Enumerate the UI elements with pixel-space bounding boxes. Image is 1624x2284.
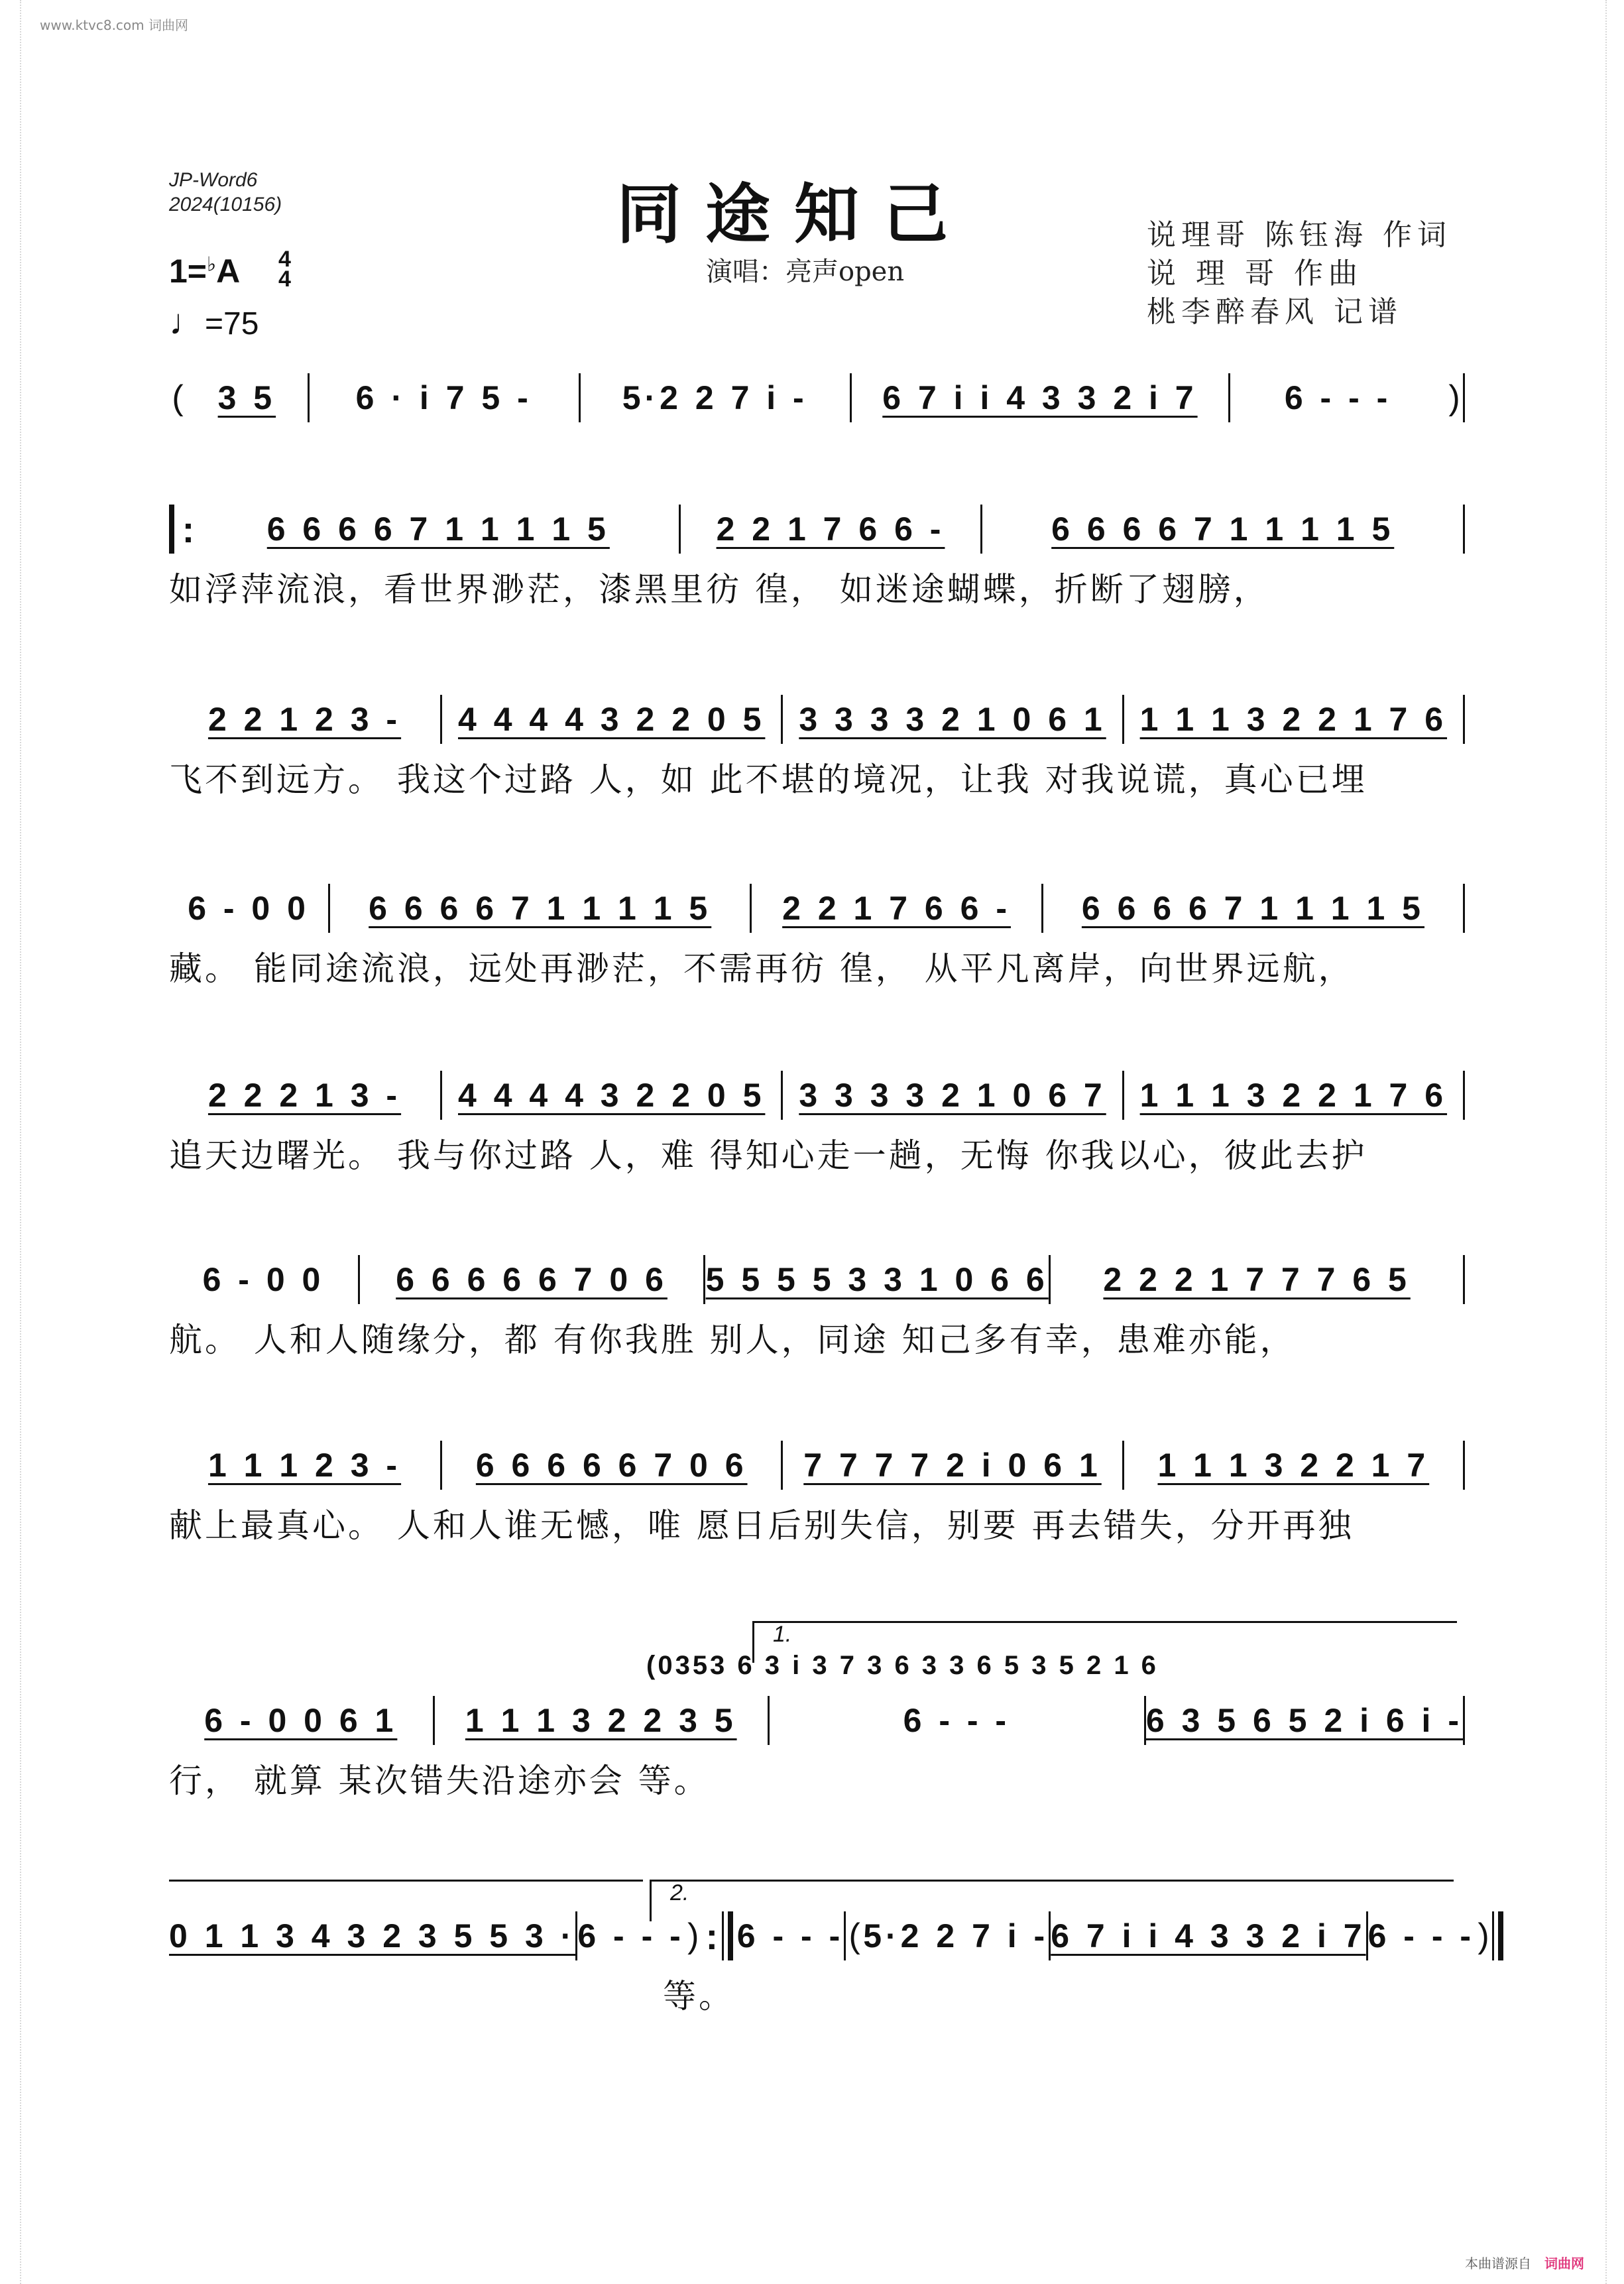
open-paren: ( bbox=[848, 1917, 860, 1955]
measure: 3 3 3 3 2 1 0 6 7 bbox=[799, 1077, 1106, 1114]
close-paren: ) bbox=[1448, 379, 1460, 417]
close-paren: ) bbox=[1478, 1917, 1489, 1955]
repeat-dots: : bbox=[182, 508, 195, 550]
footer-credit: 本曲谱源自 词曲网 bbox=[1465, 2255, 1584, 2271]
barline bbox=[1463, 1255, 1465, 1304]
measure: 6 - 0 0 6 1 bbox=[204, 1702, 398, 1739]
singer-line: 演唱：亮声open bbox=[706, 257, 905, 287]
site-tag: www.ktvc8.com 词曲网 bbox=[40, 17, 189, 33]
score-row-chorus2 bbox=[0, 1442, 1624, 1575]
tempo-marking: ♩=75 bbox=[169, 302, 259, 342]
final-barline bbox=[1492, 1911, 1494, 1960]
credit-transcriber: 桃李醉春风 记谱 bbox=[1147, 295, 1403, 329]
open-paren: ( bbox=[172, 379, 184, 417]
measure: 6 6 6 6 7 1 1 1 1 5 bbox=[1081, 890, 1424, 927]
notation-line bbox=[169, 1913, 1489, 1959]
repeat-end-barline bbox=[722, 1911, 724, 1960]
measure: 6 3 5 6 5 2 i 6 i - bbox=[1145, 1702, 1463, 1739]
barline bbox=[1463, 695, 1465, 744]
measure: 3 3 3 3 2 1 0 6 1 bbox=[799, 701, 1106, 738]
measure: 6 6 6 6 7 1 1 1 1 5 bbox=[369, 890, 712, 927]
notation-line bbox=[169, 506, 1465, 552]
measure: 7 7 7 7 2 i 0 6 1 bbox=[803, 1447, 1102, 1484]
repeat-start-barline bbox=[169, 505, 174, 554]
lyric-line: 行， 就算 某次错失沿途亦会 等。 bbox=[169, 1762, 710, 1800]
lyric-line: 藏。 能同途流浪，远处再渺茫，不需再彷 徨， 从平凡离岸，向世界远航， bbox=[169, 949, 1354, 988]
score-row-verse1a bbox=[0, 506, 1624, 638]
close-paren: ) bbox=[687, 1917, 699, 1955]
measure: 2 2 1 7 6 6 - bbox=[782, 890, 1011, 927]
notation-line bbox=[169, 1697, 1465, 1744]
measure: 4 4 4 4 3 2 2 0 5 bbox=[458, 701, 766, 738]
repeat-end-barline-thick bbox=[728, 1911, 733, 1960]
barline bbox=[1463, 1071, 1465, 1120]
software-label: JP-Word6 bbox=[169, 169, 258, 191]
notation-line bbox=[169, 885, 1465, 932]
measure: 1 1 1 3 2 2 3 5 bbox=[465, 1702, 737, 1739]
notation-line bbox=[169, 375, 1465, 421]
notation-line bbox=[169, 1442, 1465, 1488]
measure: 6 - 0 0 bbox=[188, 890, 310, 927]
time-signature: 4 4 bbox=[278, 247, 291, 292]
lyric-line: 等。 bbox=[663, 1977, 734, 2015]
lyric-line: 航。 人和人随缘分，都 有你我胜 别人，同途 知己多有幸，患难亦能， bbox=[169, 1321, 1296, 1359]
measure: 5·2 2 7 i - bbox=[622, 379, 808, 416]
measure: 6 - - - bbox=[903, 1702, 1011, 1739]
score-row-verse1b bbox=[0, 696, 1624, 829]
notation-line bbox=[169, 696, 1465, 743]
quarter-note-icon: ♩ bbox=[169, 302, 205, 342]
measure: 1 1 1 3 2 2 1 7 bbox=[1157, 1447, 1430, 1484]
credit-lyricist: 说理哥 陈钰海 作词 bbox=[1147, 218, 1452, 252]
score-row-verse2a bbox=[0, 885, 1624, 1018]
measure: 6 - - - bbox=[577, 1917, 685, 1954]
measure: 6 7 i i 4 3 3 2 i 7 bbox=[1051, 1917, 1366, 1954]
measure: 6 6 6 6 7 1 1 1 1 5 bbox=[1051, 511, 1395, 548]
credit-composer: 说 理 哥 作曲 bbox=[1147, 257, 1363, 290]
barline bbox=[1463, 505, 1465, 554]
barline bbox=[1463, 1441, 1465, 1490]
final-barline-thick bbox=[1498, 1911, 1503, 1960]
measure: 6 · i 7 5 - bbox=[355, 379, 532, 416]
score-row-chorus1 bbox=[0, 1256, 1624, 1389]
lyric-line: 如浮萍流浪，看世界渺茫，漆黑里彷 徨， 如迷途蝴蝶，折断了翅膀， bbox=[169, 570, 1269, 609]
measure: 6 7 i i 4 3 3 2 i 7 bbox=[882, 379, 1198, 416]
lyric-line: 追天边曙光。 我与你过路 人，难 得知心走一趟，无悔 你我以心，彼此去护 bbox=[169, 1136, 1367, 1175]
barline bbox=[1463, 884, 1465, 933]
measure: 5·2 2 7 i - bbox=[863, 1917, 1049, 1954]
measure: 0 1 1 3 4 3 2 3 5 5 3 · bbox=[169, 1917, 576, 1954]
score-row-ending2 bbox=[0, 1913, 1624, 2045]
measure: 6 - - - bbox=[1367, 1917, 1476, 1954]
notation-line bbox=[169, 1072, 1465, 1118]
measure: 6 6 6 6 6 7 0 6 bbox=[396, 1261, 667, 1298]
lyric-line: 献上最真心。 人和人谁无憾，唯 愿日后别失信，别要 再去错失，分开再独 bbox=[169, 1506, 1354, 1545]
measure: 6 - 0 0 bbox=[202, 1261, 325, 1298]
cue-notes: (0353 6 3 i 3 7 3 6 3 3 6 5 3 5 2 1 6 bbox=[646, 1651, 1159, 1680]
measure: 6 6 6 6 7 1 1 1 1 5 bbox=[266, 511, 610, 548]
volta-bracket-1: 1. bbox=[752, 1621, 1457, 1663]
measure: 4 4 4 4 3 2 2 0 5 bbox=[458, 1077, 766, 1114]
notation-line bbox=[169, 1256, 1465, 1303]
measure: 2 2 2 1 7 7 7 6 5 bbox=[1103, 1261, 1411, 1298]
measure: 6 - - - bbox=[1284, 379, 1392, 416]
score-row-ending1 bbox=[0, 1697, 1624, 1830]
lyric-line: 飞不到远方。 我这个过路 人，如 此不堪的境况，让我 对我说谎，真心已埋 bbox=[169, 760, 1367, 799]
measure: 1 1 1 2 3 - bbox=[207, 1447, 402, 1484]
measure: 2 2 2 1 3 - bbox=[207, 1077, 402, 1114]
measure: 2 2 1 7 6 6 - bbox=[716, 511, 945, 548]
score-row-intro bbox=[0, 375, 1624, 507]
score-row-verse2b bbox=[0, 1072, 1624, 1205]
measure: 5 5 5 5 3 3 1 0 6 6 bbox=[705, 1261, 1049, 1298]
measure: 1 1 1 3 2 2 1 7 6 bbox=[1139, 701, 1448, 738]
measure: 6 - - - bbox=[736, 1917, 844, 1954]
measure: 1 1 1 3 2 2 1 7 6 bbox=[1139, 1077, 1448, 1114]
barline bbox=[1463, 1696, 1465, 1745]
volta-bracket-2: 2. bbox=[650, 1880, 1454, 1921]
measure: 6 6 6 6 6 7 0 6 bbox=[475, 1447, 748, 1484]
song-title: 同途知己 bbox=[616, 176, 972, 253]
repeat-dots: : bbox=[705, 1915, 719, 1957]
edition-label: 2024(10156) bbox=[169, 194, 282, 215]
key-signature: 1=♭A bbox=[169, 253, 241, 290]
measure: 2 2 1 2 3 - bbox=[207, 701, 402, 738]
measure: 3 5 bbox=[217, 379, 276, 416]
barline bbox=[1463, 373, 1465, 422]
